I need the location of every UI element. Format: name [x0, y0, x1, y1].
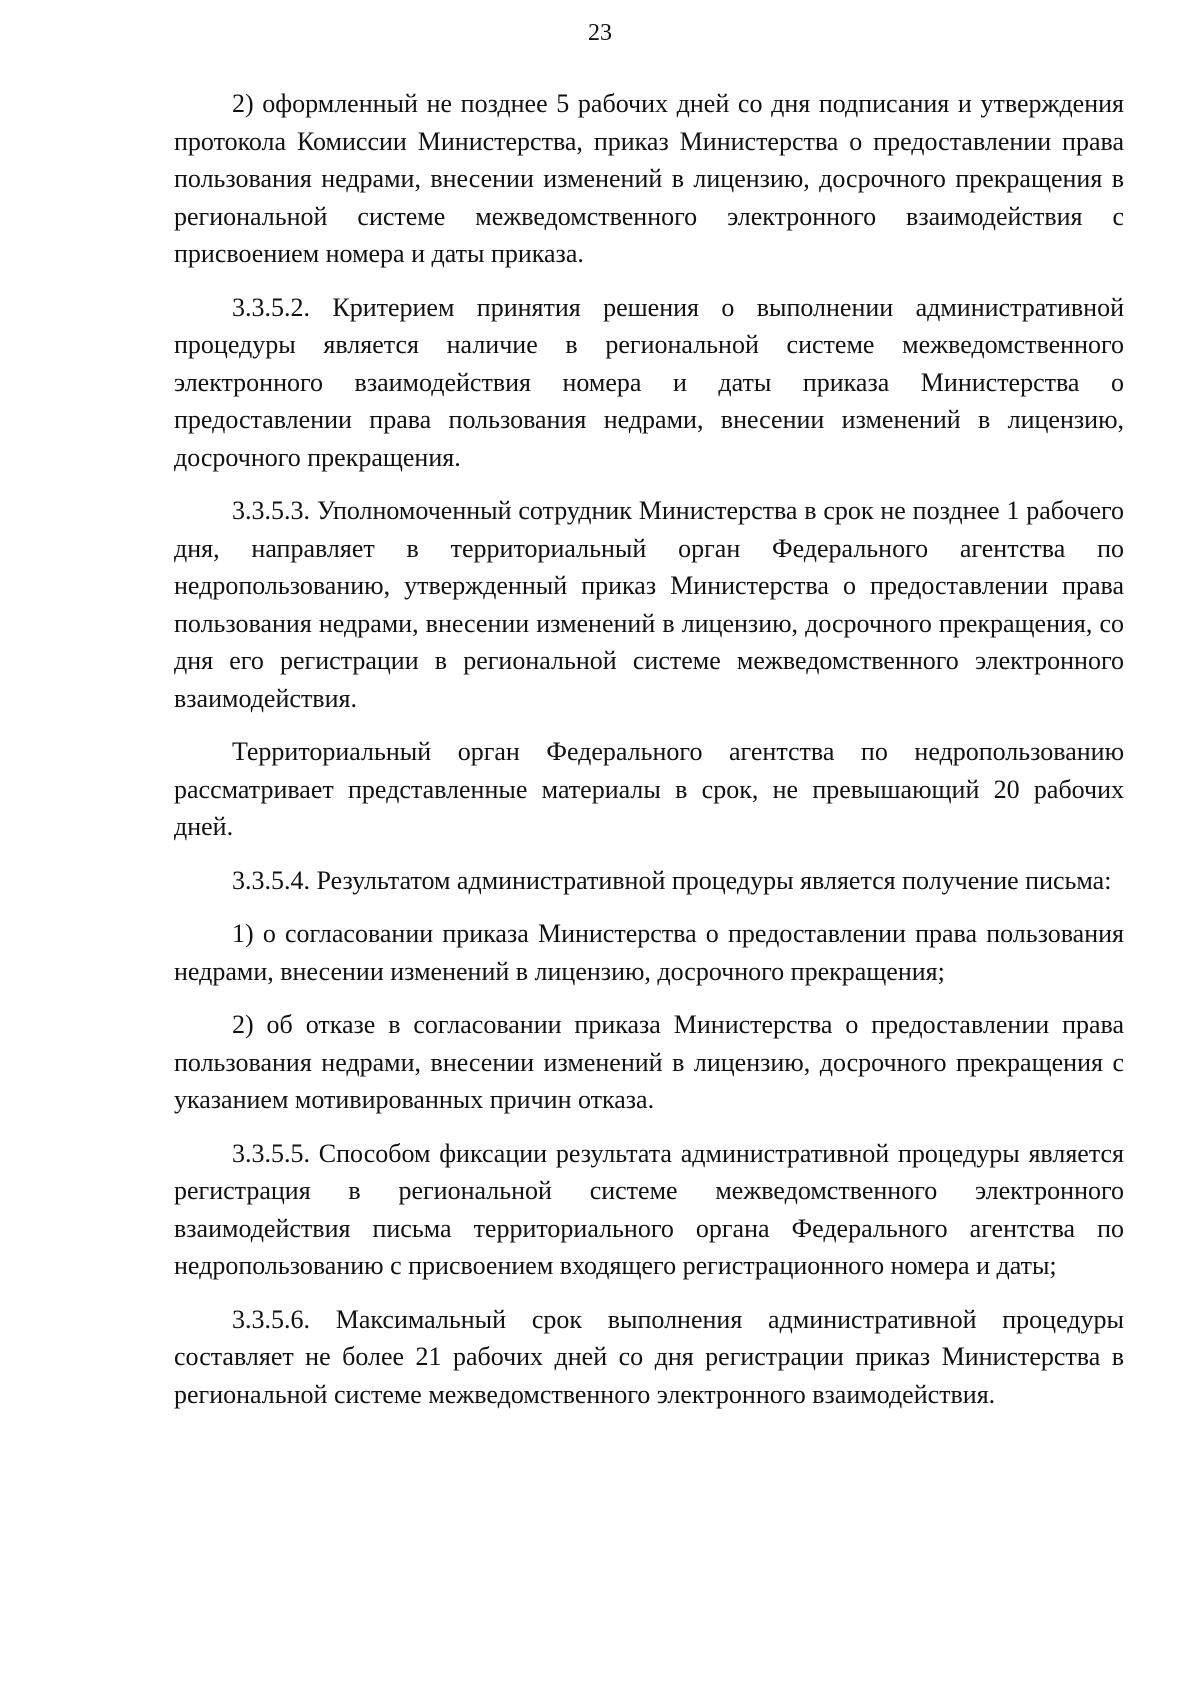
paragraph-3-3-5-5: 3.3.5.5. Способом фиксации результата административной процедуры является регистрация в региональной системе межведомственного электронного взаимодействия письма территориального органа Федерального агентства по недропользованию с присвоением входящего регистрационного номера и даты; — [174, 1138, 1124, 1280]
paragraph-item-2-refusal: 2) об отказе в согласовании приказа Министерства о предоставлении права пользования недрами, внесении изменений в лицензию, досрочного прекращения с указанием мотивированных причин отказа. — [174, 1010, 1124, 1114]
paragraph-territorial-body: Территориальный орган Федерального агентства по недропользованию рассматривает представленные материалы в срок, не превышающий 20 рабочих дней. — [174, 737, 1124, 841]
paragraph-item-1-approval: 1) о согласовании приказа Министерства о предоставлении права пользования недрами, внесении изменений в лицензию, досрочного прекращения; — [174, 919, 1124, 986]
paragraph-3-3-5-3: 3.3.5.3. Уполномоченный сотрудник Министерства в срок не позднее 1 рабочего дня, направляет в территориальный орган Федерального агентства по недропользованию, утвержденный приказ Министерства о предоставлении права пользования недрами, внесении изменений в лицензию, досрочного прекращения, со дня его регистрации в региональной системе межведомственного электронного взаимодействия. — [174, 496, 1124, 713]
paragraph-3-3-5-6: 3.3.5.6. Максимальный срок выполнения административной процедуры составляет не более 21 рабочих дней со дня регистрации приказ Министерства в региональной системе межведомственного электронного взаимодействия. — [174, 1304, 1124, 1409]
document-body — [174, 85, 1124, 1429]
paragraph-3-3-5-2: 3.3.5.2. Критерием принятия решения о выполнении административной процедуры является наличие в региональной системе межведомственного электронного взаимодействия номера и даты приказа Министерства о предоставлении права пользования недрами, внесении изменений в лицензию, досрочного прекращения. — [174, 292, 1124, 472]
paragraph-item-2-decision: 2) оформленный не позднее 5 рабочих дней со дня подписания и утверждения протокола Комиссии Министерства, приказ Министерства о предоставлении права пользования недрами, внесении изменений в лицензию, досрочного прекращения в региональной системе межведомственного электронного взаимодействия с присвоением номера и даты приказа. — [174, 89, 1124, 268]
paragraph-3-3-5-4: 3.3.5.4. Результатом административной процедуры является получение письма: — [232, 865, 1112, 895]
page-number: 23 — [588, 20, 612, 46]
